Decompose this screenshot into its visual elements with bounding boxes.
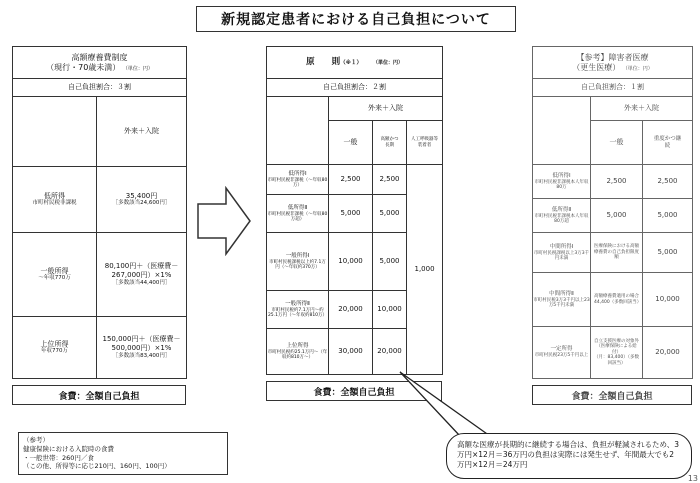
row-label-sub: 市町村民税非課税本人年収80万超 bbox=[534, 213, 589, 224]
left-header bbox=[13, 47, 187, 79]
middle-col-respirator: 人工呼吸器等装着者 bbox=[407, 121, 443, 165]
page-number: 13 bbox=[687, 474, 698, 483]
row-label-sub: 市町村民税課税以上約7.1万円（～年収約370万） bbox=[269, 259, 326, 270]
right-col-highcost: 重度かつ継続 bbox=[643, 121, 693, 165]
middle-empty-corner bbox=[267, 97, 329, 165]
right-empty-corner bbox=[533, 97, 591, 165]
row-label-sub: 市町村民税約25.1万円～（年収約810万～） bbox=[267, 349, 328, 360]
right-row-highcost: 20,000 bbox=[643, 327, 693, 379]
row-value-main: 150,000円＋（医療費－500,000円）×1% bbox=[102, 335, 181, 353]
table-row bbox=[533, 327, 693, 379]
table-row bbox=[267, 165, 443, 195]
row-label-main: 一般所得Ⅰ bbox=[285, 252, 310, 259]
row-label-sub: 市町村民税3万3千円以上23万5千円未満 bbox=[533, 297, 590, 308]
right-ratio: 自己負担割合：１割 bbox=[533, 79, 693, 97]
left-header-line2-text: （現行・70歳未満） bbox=[46, 62, 121, 72]
right-group-header: 外来＋入院 bbox=[591, 97, 693, 121]
row-label-main: 低所得Ⅰ bbox=[552, 172, 571, 179]
middle-group-header: 外来＋入院 bbox=[329, 97, 443, 121]
right-food-box: 食費：全額自己負担 bbox=[532, 385, 692, 405]
row-value-sub: ［多数該当83,400円］ bbox=[112, 352, 171, 359]
left-row-label bbox=[13, 233, 97, 317]
callout-bubble: 高額な医療が長期的に継続する場合は、負担が軽減されるため、3万円×12月＝36万円の負担は実際には発生せず、年間最大でも2万円×12月＝24万円 bbox=[446, 433, 692, 479]
middle-row-highcost: 2,500 bbox=[373, 165, 407, 195]
row-label-sub: 市町村民税非課税本人年収80万 bbox=[534, 179, 589, 190]
middle-row-general: 10,000 bbox=[329, 233, 373, 291]
row-label-main: 一般所得Ⅱ bbox=[285, 300, 310, 307]
row-label-main: 低所得Ⅰ bbox=[288, 170, 307, 177]
middle-row-highcost: 5,000 bbox=[373, 233, 407, 291]
row-label-main: 一定所得 bbox=[550, 346, 573, 353]
row-label-main: 上位所得 bbox=[40, 339, 69, 348]
left-ratio: 自己負担割合：３割 bbox=[13, 79, 187, 97]
row-value-sub: ［多数該当44,400円］ bbox=[112, 279, 171, 286]
row-label-main: 上位所得 bbox=[286, 342, 309, 349]
row-label-main: 低所得Ⅱ bbox=[287, 204, 308, 211]
reference-line1: 健康保険における入院時の食費 bbox=[23, 444, 114, 453]
table-row bbox=[13, 317, 187, 379]
left-table bbox=[12, 46, 187, 379]
middle-row-highcost: 10,000 bbox=[373, 291, 407, 329]
row-label-sub: 市町村民税非課税（～年収80万超） bbox=[267, 211, 328, 222]
left-food-box: 食費：全額自己負担 bbox=[12, 385, 186, 405]
left-header-line1: 高額療養費制度 bbox=[71, 52, 128, 62]
middle-row-general: 5,000 bbox=[329, 195, 373, 233]
table-row bbox=[533, 199, 693, 233]
left-header-line2 bbox=[13, 63, 186, 73]
middle-row-label bbox=[267, 233, 329, 291]
middle-row-general: 20,000 bbox=[329, 291, 373, 329]
row-general-main: 自立支援医療の対象外（医療保険による給付） bbox=[594, 339, 639, 355]
row-label-sub: 市町村民税約7.1万円～約25.1万円（～年収約810万） bbox=[267, 307, 328, 318]
row-label-sub: 市町村民税23万5千円以上 bbox=[534, 353, 589, 359]
right-header-line2-text: （更生医療） bbox=[572, 62, 621, 72]
left-empty-corner bbox=[13, 97, 97, 167]
left-unit: （単位：円） bbox=[122, 65, 153, 72]
right-row-label bbox=[533, 165, 591, 199]
middle-header bbox=[267, 47, 443, 79]
right-row-highcost: 2,500 bbox=[643, 165, 693, 199]
right-arrow-icon bbox=[196, 186, 252, 256]
right-unit: （単位：円） bbox=[622, 65, 653, 72]
right-row-label bbox=[533, 327, 591, 379]
page-title: 新規認定患者における自己負担について bbox=[196, 6, 516, 32]
left-row-value bbox=[97, 167, 187, 233]
right-row-label bbox=[533, 273, 591, 327]
callout-pointer bbox=[390, 370, 500, 440]
middle-row-label bbox=[267, 165, 329, 195]
table-row bbox=[533, 233, 693, 273]
row-label-sub: 市町村民税非課税 bbox=[32, 200, 77, 207]
middle-row-general: 2,500 bbox=[329, 165, 373, 195]
row-value-main: 35,400円 bbox=[125, 191, 158, 200]
right-row-general: 高額療養費適用の場合44,400（多数回該当） bbox=[591, 273, 643, 327]
reference-line3: （この他、所得等に応じ210円、160円、100円） bbox=[23, 462, 171, 471]
row-label-main: 中間所得Ⅰ bbox=[549, 243, 574, 250]
middle-row-highcost: 5,000 bbox=[373, 195, 407, 233]
middle-ratio: 自己負担割合：２割 bbox=[267, 79, 443, 97]
reference-title: （参考） bbox=[23, 436, 49, 444]
table-row bbox=[13, 167, 187, 233]
middle-table-panel bbox=[266, 46, 442, 401]
middle-row-general: 30,000 bbox=[329, 329, 373, 375]
right-row-highcost: 10,000 bbox=[643, 273, 693, 327]
right-col-general: 一般 bbox=[591, 121, 643, 165]
middle-header-text: 原 則 bbox=[306, 57, 341, 68]
middle-row-label bbox=[267, 329, 329, 375]
left-row-value bbox=[97, 317, 187, 379]
row-label-main: 低所得Ⅱ bbox=[551, 206, 572, 213]
right-header-line2 bbox=[533, 63, 692, 73]
middle-row-label bbox=[267, 291, 329, 329]
row-label-main: 中間所得Ⅱ bbox=[549, 290, 574, 297]
reference-line2: ・一般世帯：260円／食 bbox=[23, 453, 94, 462]
right-table bbox=[532, 46, 693, 379]
right-header-line1: 【参考】障害者医療 bbox=[576, 52, 649, 62]
right-header bbox=[533, 47, 693, 79]
row-label-sub: 年収770万 bbox=[41, 348, 68, 355]
table-row bbox=[13, 233, 187, 317]
table-row bbox=[533, 273, 693, 327]
middle-row-highcost: 20,000 bbox=[373, 329, 407, 375]
middle-row-label bbox=[267, 195, 329, 233]
left-col-header: 外来＋入院 bbox=[97, 97, 187, 167]
row-label-sub: 市町村民税非課税（～年収80万） bbox=[267, 177, 328, 188]
row-label-main: 一般所得 bbox=[40, 266, 69, 275]
right-row-general: 2,500 bbox=[591, 165, 643, 199]
middle-table bbox=[266, 46, 443, 375]
row-value-main: 80,100円＋（医療費－267,000円）×1% bbox=[104, 262, 179, 280]
right-table-panel bbox=[532, 46, 692, 405]
row-label-sub: ～年収770万 bbox=[38, 275, 71, 282]
middle-unit: （単位：円） bbox=[372, 60, 403, 67]
middle-col-general: 一般 bbox=[329, 121, 373, 165]
row-label-main: 低所得 bbox=[44, 191, 65, 200]
middle-col-highcost: 高額かつ長期 bbox=[373, 121, 407, 165]
middle-header-note: （※１） bbox=[340, 60, 362, 67]
reference-note bbox=[18, 432, 228, 475]
right-row-general: 医療保険における高額療養費の自己負担限度額 bbox=[591, 233, 643, 273]
row-value-sub: ［多数該当24,600円］ bbox=[112, 200, 171, 207]
right-row-general bbox=[591, 327, 643, 379]
left-table-panel bbox=[12, 46, 186, 405]
left-row-label bbox=[13, 317, 97, 379]
row-label-sub: 市町村民税課税以上3万3千円未満 bbox=[533, 250, 590, 261]
row-general-sub: （月：83,400）（多数回該当） bbox=[594, 355, 639, 366]
right-row-highcost: 5,000 bbox=[643, 199, 693, 233]
right-row-general: 5,000 bbox=[591, 199, 643, 233]
right-row-label bbox=[533, 233, 591, 273]
middle-respirator-value: 1,000 bbox=[407, 165, 443, 375]
right-row-label bbox=[533, 199, 591, 233]
left-row-value bbox=[97, 233, 187, 317]
left-row-label bbox=[13, 167, 97, 233]
right-row-highcost: 5,000 bbox=[643, 233, 693, 273]
table-row bbox=[533, 165, 693, 199]
middle-food-box: 食費：全額自己負担 bbox=[266, 381, 442, 401]
